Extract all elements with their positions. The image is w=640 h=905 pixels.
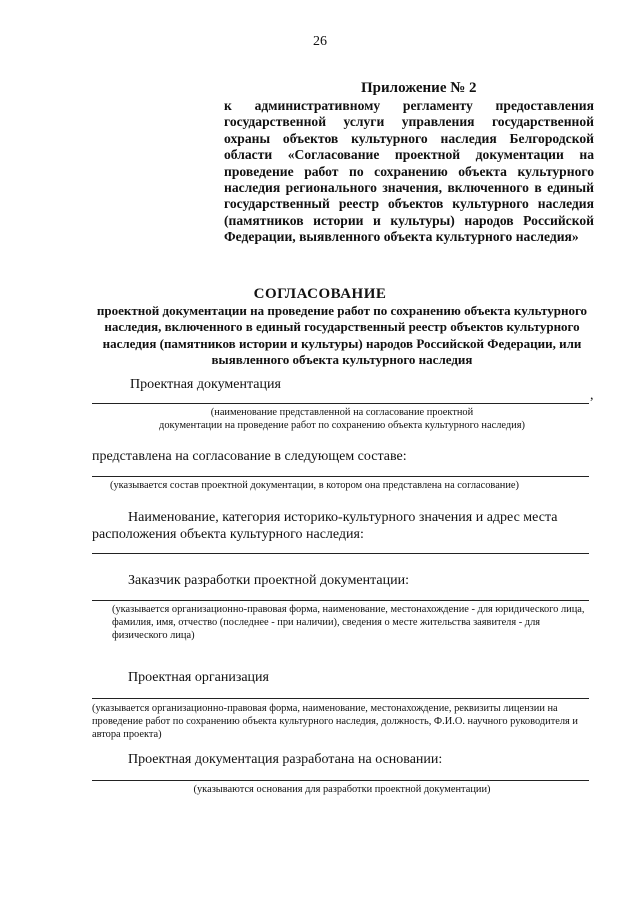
project-doc-hint-line-1: (наименование представленной на согласование проектной [210, 407, 474, 418]
basis-line [92, 780, 589, 781]
object-label-line-2: расположения объекта культурного наследия: [92, 527, 364, 542]
appendix-title: Приложение № 2 [361, 80, 477, 96]
composition-label: представлена на согласование в следующем составе: [92, 449, 407, 464]
basis-label: Проектная документация разработана на основании: [128, 752, 443, 767]
basis-hint: (указываются основания для разработки проектной документации) [193, 784, 491, 795]
project-doc-line [92, 403, 589, 404]
composition-line [92, 476, 589, 477]
customer-line [92, 600, 589, 601]
object-line [92, 553, 589, 554]
org-hint: (указывается организационно-правовая форма, наименование, местонахождение, реквизиты лицензии на проведение работ по сохранению объекта культурного наследия, должность, Ф.И.О. научного руководителя и автора проекта) [92, 703, 578, 740]
project-doc-label: Проектная документация [130, 377, 281, 392]
org-line [92, 698, 589, 699]
customer-label: Заказчик разработки проектной документации: [128, 573, 409, 588]
project-doc-comma: , [590, 388, 594, 403]
form-subtitle: проектной документации на проведение работ по сохранению объекта культурного наследия, включенного в единый государственный реестр объектов культурного наследия (памятников истории и культуры) народов Российской Федерации, или выявленного объекта культурного наследия [96, 303, 588, 368]
appendix-description: к административному регламенту предоставления государственной услуги управления государственной охраны объектов культурного наследия Белгородской области «Согласование проектной документации на проведение работ по сохранению объекта культурного наследия регионального значения, включенного в единый государственный реестр объектов культурного наследия (памятников истории и культуры) народов Российской Федерации, выявленного объекта культурного наследия» [224, 98, 594, 245]
page-number: 26 [313, 34, 327, 49]
object-label-line-1: Наименование, категория историко-культурного значения и адрес места [128, 510, 558, 525]
composition-hint: (указывается состав проектной документации, в котором она представлена на согласование) [110, 480, 520, 491]
project-doc-hint-line-2: документации на проведение работ по сохранению объекта культурного наследия) [159, 420, 525, 431]
customer-hint: (указывается организационно-правовая форма, наименование, местонахождение - для юридического лица, фамилия, имя, отчество (последнее - при наличии), сведения о месте жительства заявителя - для физического лица) [112, 604, 585, 641]
form-title: СОГЛАСОВАНИЕ [253, 286, 387, 302]
org-label: Проектная организация [128, 670, 269, 685]
